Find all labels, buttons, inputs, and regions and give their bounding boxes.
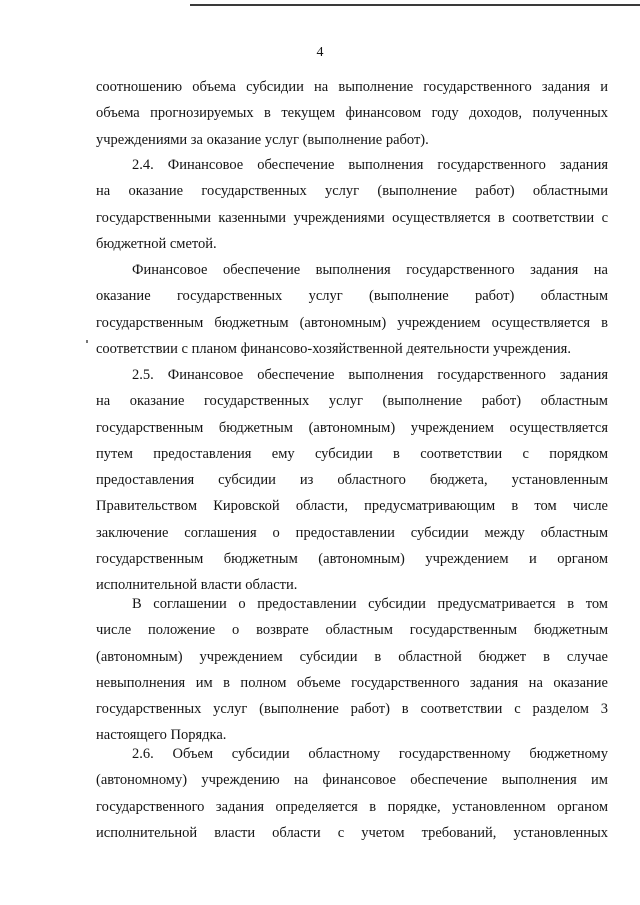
paragraph-line: невыполнения им в полном объеме государственного задания на оказание — [96, 674, 608, 691]
paragraph-line: 2.4. Финансовое обеспечение выполнения государственного задания — [132, 157, 608, 173]
paragraph-line: бюджетной сметой. — [96, 235, 217, 252]
paragraph-line: (автономным) учреждением субсидии в областной бюджет в случае — [96, 648, 608, 665]
paragraph-2-5-continued — [96, 591, 608, 749]
paragraph-2-6 — [96, 741, 608, 846]
paragraph-line: на оказание государственных услуг (выполнение работ) областным — [96, 393, 608, 410]
paragraph-line: соотношению объема субсидии на выполнение государственного задания и — [96, 79, 608, 95]
paragraph-line: Финансовое обеспечение выполнения государственного задания на — [132, 262, 608, 278]
paragraph-line: предоставления субсидии из областного бюджета, установленным — [96, 472, 608, 489]
paragraph-line: исполнительной власти области. — [96, 577, 298, 594]
paragraph-line: государственными казенными учреждениями осуществляется в соответствии с — [96, 209, 608, 226]
paragraph-2-5 — [96, 362, 608, 599]
paragraph-line: объема прогнозируемых в текущем финансовом году доходов, полученных — [96, 105, 608, 122]
paragraph-line: 2.5. Финансовое обеспечение выполнения государственного задания — [132, 367, 608, 383]
paragraph-line: соответствии с планом финансово-хозяйственной деятельности учреждения. — [96, 340, 571, 357]
paragraph-line: учреждениями за оказание услуг (выполнение работ). — [96, 131, 429, 148]
paragraph-line: заключение соглашения о предоставлении субсидии между областным — [96, 524, 608, 541]
paragraph-line: путем предоставления ему субсидии в соответствии с порядком — [96, 445, 608, 462]
paragraph-line: настоящего Порядка. — [96, 727, 227, 744]
paragraph-line: государственных услуг (выполнение работ) в соответствии с разделом 3 — [96, 701, 608, 718]
paragraph-line: государственным бюджетным (автономным) учреждением и органом — [96, 551, 608, 568]
top-border-line — [190, 4, 640, 6]
paragraph-line: на оказание государственных услуг (выполнение работ) областными — [96, 183, 608, 200]
page-number: 4 — [316, 45, 324, 60]
paragraph-line: 2.6. Объем субсидии областному государственному бюджетному — [132, 746, 608, 762]
margin-mark — [86, 340, 88, 343]
paragraph-2-4 — [96, 152, 608, 257]
paragraph-line: исполнительной власти области с учетом требований, установленных — [96, 824, 608, 841]
paragraph-1 — [96, 74, 608, 153]
paragraph-line: государственного задания определяется в порядке, установленном органом — [96, 798, 608, 815]
paragraph-line: оказание государственных услуг (выполнение работ) областным — [96, 288, 608, 305]
paragraph-2-4-continued — [96, 257, 608, 362]
paragraph-line: числе положение о возврате областным государственным бюджетным — [96, 622, 608, 639]
paragraph-line: Правительством Кировской области, предусматривающим в том числе — [96, 498, 608, 515]
paragraph-line: (автономному) учреждению на финансовое обеспечение выполнения им — [96, 772, 608, 789]
paragraph-line: В соглашении о предоставлении субсидии предусматривается в том — [132, 596, 608, 612]
paragraph-line: государственным бюджетным (автономным) учреждением осуществляется — [96, 419, 608, 436]
paragraph-line: государственным бюджетным (автономным) учреждением осуществляется в — [96, 314, 608, 331]
